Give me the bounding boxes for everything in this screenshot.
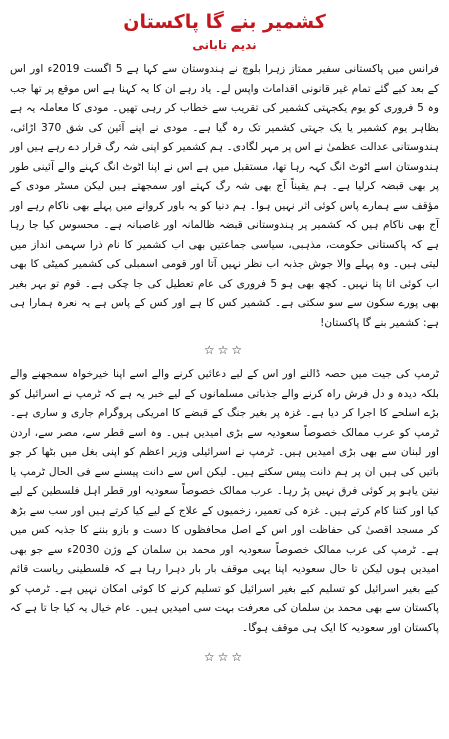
article-paragraph-trump: ٹرمپ کی جیت میں حصہ ڈالنے اور اس کے لیے دعائیں کرنے والے اسے اپنا خیرخواہ سمجھنے والے بلکہ دیدہ و دل فرش راہ کرنے والے جذباتی مسلمانوں کے لیے خبر یہ ہے کہ ٹرمپ نے اسرائیل کو بڑے اسلحے کا اجرا کر دیا ہے۔ غزہ پر بغیر جنگ کے قبضے کا امریکی پروگرام جاری و ساری ہے۔ ٹرمپ کو عرب ممالک خصوصاً سعودیہ سے بڑی امیدیں ہیں۔ وہ اسے قطر سے، مصر سے، اردن اور لبنان سے بھی بڑی امیدیں ہیں۔ ٹرمپ نے اسرائیلی وزیر اعظم کو اپنی بغل میں بٹھا کر جو باتیں کی ہیں ان پر ہم دانت پیس سکتے ہیں۔ لیکن اس سے دانت پیسنے سے فی الحال ٹرمپ یا نیتن یاہو پر کوئی فرق نہیں پڑ رہا۔ عرب ممالک خصوصاً سعودیہ اور قطر اہل فلسطین کے لیے کیا اور کتنا کام کرتے ہیں۔ غزہ کی تعمیر، زخمیوں کے علاج کے لیے کیا کرتے ہیں اور سب سے بڑھ کر مسجد اقصیٰ کی حفاظت اور اس کے اصل محافظوں کا دست و بازو بننے کا جذبہ کس میں ہے۔ ٹرمپ کی عرب ممالک خصوصاً سعودیہ اور محمد بن سلمان کے وژن 2030ء سے جو بھی امیدیں ہوں لیکن تا حال سعودیہ اپنا یہی موقف بار بار دہرا رہا ہے کہ فلسطینی ریاست قائم کیے بغیر اسرائیل کو تسلیم کیے بغیر اسرائیل کو تسلیم کرنے کا کوئی امکان نہیں ہے۔ ٹرمپ کو پاکستان سے بھی محمد بن سلمان کی معرفت بہت سی امیدیں ہیں۔ عام خیال یہ کیا جا تا ہے کہ پاکستان اور سعودیہ کا ایک ہی موقف ہوگا۔ <box>10 368 439 634</box>
article-title: کشمیر بنے گا پاکستان <box>123 11 326 33</box>
section-separator: ☆☆☆ <box>203 343 246 357</box>
article-paragraph-kashmir: فرانس میں پاکستانی سفیر ممتاز زہرا بلوچ نے ہندوستان سے کہا ہے 5 اگست 2019ء اور اس کے بعد کیے گئے تمام غیر قانونی اقدامات واپس لے۔ یاد رہے ان کا یہ کہنا ہے اس موقع پر تھا جب وہ 5 فروری کو یوم یکجہتی کشمیر کی تقریب سے خطاب کر رہی تھیں۔ مودی کا معاملہ یہ ہے بظاہر یوم کشمیر یا یک جہتی کشمیر تک رہ گیا ہے۔ مودی نے اپنے آئین کی شق 370 اڑائی، ہندوستانی عدالت عظمیٰ نے اس پر مہر لگادی۔ ہم کشمیر کو اپنی شہ رگ قرار دے رہے ہیں اور ہندوستان اسے اٹوٹ انگ کہہ رہا تھا، مستقبل میں ہے اس نے اپنا اٹوٹ انگ کہنے والے آئینی طور پر بھی قبضہ کرلیا ہے۔ ہم یقیناً آج بھی شہ رگ کہتے اور سمجھتے ہیں لیکن مسٹر مودی کے مؤقف سے ہمارے پاس کوئی اثر نہیں ہوا۔ ہم دنیا کو یہ باور کروانے میں پہلے بھی ناکام رہے اور آج بھی ناکام ہیں کہ کشمیر پر ہندوستانی قبضہ ظالمانہ اور غاصبانہ ہے۔ محسوس کیا جا رہا ہے کہ پاکستانی حکومت، مذہبی، سیاسی جماعتیں بھی اب کشمیر کا نام ذرا سہمی انداز میں لیتی ہیں۔ وہ پہلے والا جوش جذبہ اب نظر نہیں آتا اور قومی اسمبلی کی کشمیر کمیٹی کا بھی اب کوئی اتا پتا نہیں۔ کچھ بھی ہو 5 فروری کی عام تعطیل کی جا چکی ہے۔ قوم تو بہر بغیر بھی پورے سکون سے سو سکتی ہے۔ کشمیر کس کا ہے اور کس کے پاس ہے یہ نعرہ ہمارا ہی ہے: کشمیر بنے گا پاکستان! <box>10 63 439 329</box>
author-name: ندیم تابانی <box>192 38 257 52</box>
end-separator: ☆☆☆ <box>203 650 246 664</box>
